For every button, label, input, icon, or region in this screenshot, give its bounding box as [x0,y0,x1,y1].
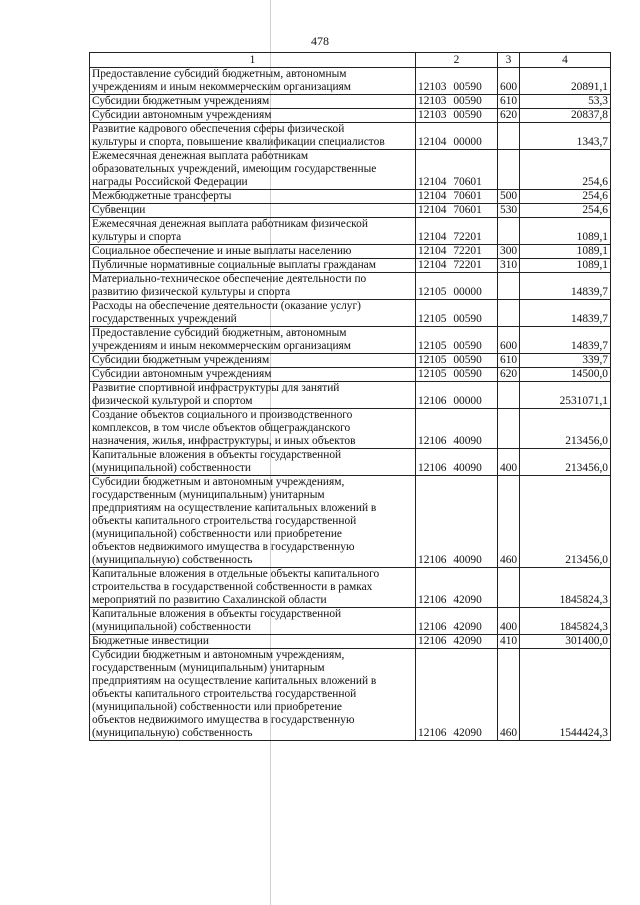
table-row [90,476,611,568]
row-name: Предоставление субсидий бюджетным, автономным учреждениям и иным некоммерческим организациям [90,327,416,354]
row-expense-type: 410 [498,635,520,649]
row-name: Субсидии бюджетным и автономным учреждениям, государственным (муниципальным) унитарным предприятиям на осуществление капитальных вложений в объекты капитального строительства государственной (муниципальной) собственности или приобретение объектов недвижимого имущества в государственную (муниципальную) собственность [90,476,416,568]
row-expense-type: 620 [498,368,520,382]
column-header: 2 [416,53,498,68]
row-amount: 1089,1 [520,218,611,245]
row-expense-type: 610 [498,354,520,368]
row-name: Межбюджетные трансферты [90,190,416,204]
row-expense-type [498,382,520,409]
row-name: Капитальные вложения в объекты государственной (муниципальной) собственности [90,608,416,635]
table-row [90,382,611,409]
row-code: 12106 42090 [416,635,498,649]
row-amount: 254,6 [520,150,611,190]
table-row [90,635,611,649]
row-expense-type: 600 [498,327,520,354]
row-expense-type [498,300,520,327]
row-amount: 1544424,3 [520,649,611,741]
table-row [90,354,611,368]
table-row [90,568,611,608]
row-expense-type: 530 [498,204,520,218]
row-expense-type: 460 [498,476,520,568]
row-expense-type [498,568,520,608]
table-row [90,109,611,123]
row-amount: 14839,7 [520,273,611,300]
row-code: 12106 00000 [416,382,498,409]
row-code: 12104 70601 [416,150,498,190]
column-header: 3 [498,53,520,68]
row-amount: 20891,1 [520,68,611,95]
row-name: Бюджетные инвестиции [90,635,416,649]
row-name: Материально-техническое обеспечение деятельности по развитию физической культуры и спорта [90,273,416,300]
row-amount: 14500,0 [520,368,611,382]
row-code: 12106 42090 [416,568,498,608]
table-row [90,449,611,476]
table-row [90,273,611,300]
row-name: Развитие спортивной инфраструктуры для занятий физической культурой и спортом [90,382,416,409]
row-code: 12106 42090 [416,608,498,635]
row-code: 12105 00590 [416,354,498,368]
column-header: 1 [90,53,416,68]
row-name: Капитальные вложения в объекты государственной (муниципальной) собственности [90,449,416,476]
row-code: 12106 40090 [416,449,498,476]
row-name: Субсидии бюджетным учреждениям [90,95,416,109]
table-row [90,608,611,635]
row-code: 12103 00590 [416,68,498,95]
row-name: Капитальные вложения в отдельные объекты капитального строительства в государственной собственности в рамках мероприятий по развитию Сахалинской области [90,568,416,608]
row-name: Развитие кадрового обеспечения сферы физической культуры и спорта, повышение квалификации специалистов [90,123,416,150]
row-code: 12106 40090 [416,409,498,449]
table-row [90,300,611,327]
row-amount: 1089,1 [520,245,611,259]
table-row [90,68,611,95]
table-row [90,409,611,449]
row-name: Ежемесячная денежная выплата работникам образовательных учреждений, имеющим государственные награды Российской Федерации [90,150,416,190]
row-amount: 254,6 [520,204,611,218]
row-name: Социальное обеспечение и иные выплаты населению [90,245,416,259]
row-amount: 1089,1 [520,259,611,273]
row-name: Расходы на обеспечение деятельности (оказание услуг) государственных учреждений [90,300,416,327]
row-code: 12106 42090 [416,649,498,741]
row-amount: 254,6 [520,190,611,204]
row-name: Создание объектов социального и производственного комплексов, в том числе объектов общегражданского назначения, жилья, инфраструктуры, и иных объектов [90,409,416,449]
row-amount: 213456,0 [520,476,611,568]
row-amount: 2531071,1 [520,382,611,409]
row-amount: 1343,7 [520,123,611,150]
row-amount: 53,3 [520,95,611,109]
row-code: 12106 40090 [416,476,498,568]
row-code: 12105 00590 [416,368,498,382]
row-amount: 213456,0 [520,449,611,476]
table-row [90,259,611,273]
table-row [90,245,611,259]
row-name: Субсидии автономным учреждениям [90,109,416,123]
row-expense-type: 500 [498,190,520,204]
row-code: 12103 00590 [416,95,498,109]
row-amount: 339,7 [520,354,611,368]
row-code: 12104 72201 [416,259,498,273]
row-name: Субсидии бюджетным и автономным учреждениям, государственным (муниципальным) унитарным предприятиям на осуществление капитальных вложений в объекты капитального строительства государственной (муниципальной) собственности или приобретение объектов недвижимого имущества в государственную (муниципальную) собственность [90,649,416,741]
row-expense-type [498,150,520,190]
row-name: Публичные нормативные социальные выплаты гражданам [90,259,416,273]
row-amount: 20837,8 [520,109,611,123]
page-number: 478 [311,34,329,48]
table-body [90,68,611,741]
row-name: Ежемесячная денежная выплата работникам физической культуры и спорта [90,218,416,245]
row-expense-type: 310 [498,259,520,273]
table-row [90,95,611,109]
row-name: Субсидии автономным учреждениям [90,368,416,382]
row-expense-type: 460 [498,649,520,741]
row-expense-type: 400 [498,449,520,476]
table-row [90,190,611,204]
table-row [90,368,611,382]
table-row [90,123,611,150]
table-row [90,204,611,218]
row-code: 12104 00000 [416,123,498,150]
row-amount: 14839,7 [520,327,611,354]
table-row [90,150,611,190]
table-row [90,327,611,354]
table-row [90,218,611,245]
row-expense-type: 610 [498,95,520,109]
row-expense-type: 300 [498,245,520,259]
row-expense-type [498,123,520,150]
row-expense-type [498,273,520,300]
row-amount: 301400,0 [520,635,611,649]
budget-table [89,52,611,741]
row-name: Предоставление субсидий бюджетным, автономным учреждениям и иным некоммерческим организациям [90,68,416,95]
row-amount: 1845824,3 [520,568,611,608]
table-row [90,649,611,741]
row-amount: 213456,0 [520,409,611,449]
row-code: 12104 72201 [416,218,498,245]
row-name: Субвенции [90,204,416,218]
row-expense-type: 400 [498,608,520,635]
column-header: 4 [520,53,611,68]
row-code: 12105 00590 [416,327,498,354]
row-expense-type [498,218,520,245]
row-expense-type: 620 [498,109,520,123]
row-code: 12105 00000 [416,273,498,300]
row-expense-type [498,409,520,449]
row-amount: 1845824,3 [520,608,611,635]
row-name: Субсидии бюджетным учреждениям [90,354,416,368]
row-code: 12104 72201 [416,245,498,259]
table-header-row [90,53,611,68]
row-code: 12105 00590 [416,300,498,327]
row-code: 12104 70601 [416,204,498,218]
row-code: 12104 70601 [416,190,498,204]
row-expense-type: 600 [498,68,520,95]
row-code: 12103 00590 [416,109,498,123]
row-amount: 14839,7 [520,300,611,327]
